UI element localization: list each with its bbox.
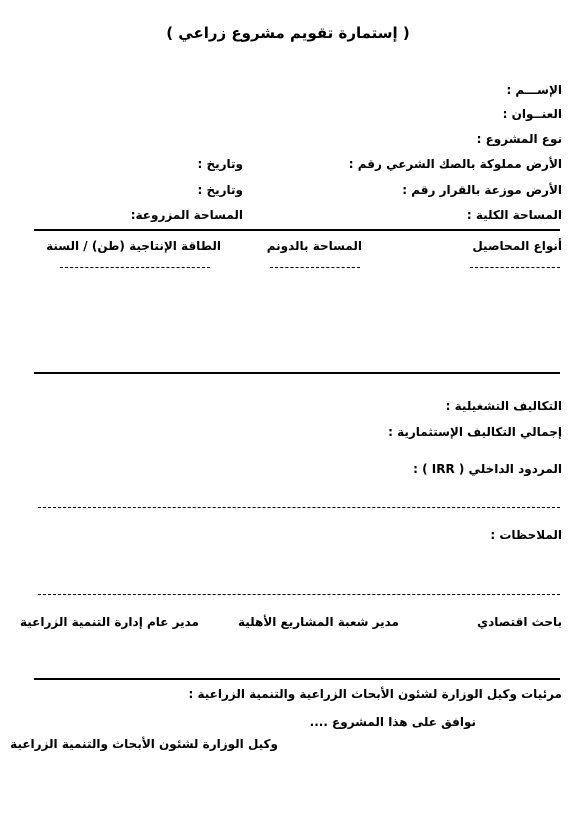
land-owned-date-label: وتاريخ : [197, 157, 243, 171]
irr-dash-line [38, 507, 560, 508]
crop-types-dash [470, 267, 560, 268]
notes-label: الملاحظات : [490, 528, 562, 542]
civil-projects-head-signature: مدير شعبة المشاريع الأهلية [237, 615, 399, 629]
land-owned-label: الأرض مملوكة بالصك الشرعي رقم : [348, 157, 562, 171]
economic-researcher-signature: باحث اقتصادي [477, 615, 562, 629]
approval-signatory: وكيل الوزارة لشئون الأبحاث والتنمية الزراعية [10, 737, 278, 751]
project-type-label: نوع المشروع : [476, 132, 562, 146]
approval-top-rule [34, 678, 560, 680]
capacity-header: الطاقة الإنتاجية (طن) / السنة [46, 239, 221, 253]
general-manager-signature: مدير عام إدارة التنمية الزراعية [19, 615, 199, 629]
irr-label: المردود الداخلي ( IRR ) : [413, 462, 562, 476]
total-investment-label: إجمالي التكاليف الإستثمارية : [388, 425, 562, 439]
capacity-dash [60, 267, 210, 268]
land-distributed-date-label: وتاريخ : [197, 183, 243, 197]
cultivated-area-label: المساحة المزروعة: [130, 208, 243, 222]
area-dash [270, 267, 360, 268]
approval-agree-text: نوافق على هذا المشروع .... [309, 715, 476, 729]
land-distributed-label: الأرض موزعة بالقرار رقم : [402, 183, 562, 197]
name-label: الإســـم : [506, 83, 562, 97]
notes-dash-line [38, 594, 560, 595]
total-area-label: المساحة الكلية : [466, 208, 562, 222]
approval-heading: مرئيات وكيل الوزارة لشئون الأبحاث الزراعية والتنمية الزراعية : [188, 687, 562, 701]
crop-types-header: أنواع المحاصيل [472, 239, 562, 253]
operating-costs-label: التكاليف التشغيلية : [445, 399, 562, 413]
crops-bottom-rule [34, 372, 560, 374]
form-title: ( إستمارة تقويم مشروع زراعي ) [166, 24, 410, 42]
area-header: المساحة بالدونم [266, 239, 362, 253]
crops-top-rule [34, 229, 560, 231]
address-label: العنــوان : [502, 107, 562, 121]
